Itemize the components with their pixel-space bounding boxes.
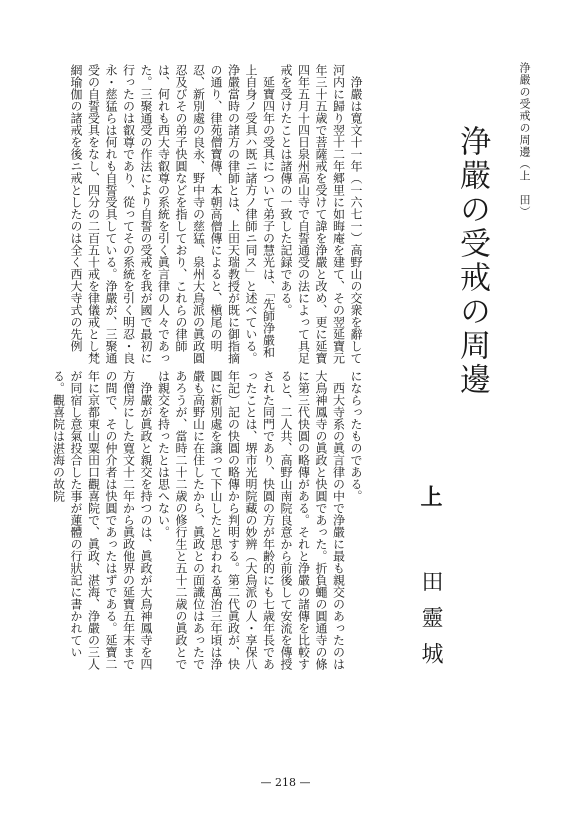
- paragraph: 延寶四年の受具について弟子の慧光は、「先師浄嚴和上自身ノ受具ハ既ニ諸方ノ律師ニ同ス」と述べている。浄嚴當時の諸方の律師とは、上田天瑞教授が既に御指摘の通り、律苑僧寶傳、本朝高僧傳によると、槇尾の明忍、新別處の良永、野中寺の慈猛、泉州大鳥派の眞政圓忍及びその弟子快圓などを指しており、これらの律師は、何れも西大寺叡尊の系統を引く眞言律の人々であった。三聚通受の作法により自誓の受戒を我が國で最初に行ったのは叡尊であり、從ってその系統を引く明忍・良永・慈猛らは何れも自誓受具している。浄嚴が、三聚通受の自誓受具をなし、四分の二百五十戒を律儀戒とし梵網瑜伽の諸戒を後ニ戒としたのは全く西大寺式の先例: [69, 64, 276, 364]
- running-header: 浄嚴の受戒の周邊（上 田）: [518, 62, 531, 218]
- author-given-name: 田靈城: [418, 570, 443, 678]
- author-surname: 上: [417, 485, 443, 507]
- paragraph: 西大寺系の眞言律の中で浄嚴に最も親交のあったのは大鳥神鳳寺の眞政と快圓であった。折負蠅の圓通寺の條に第三代快圓の略傳がある。それと浄嚴の諸傳を比較すると、二人共、高野山南院良意から前後して安流を傳授された同門であり、快圓の方が年齢的にも七歳年長であったことは、堺市光明院藏の妙辨（大鳥派の人・享保八年記）記の快圓の略傳から判明する。第二代眞政が、快圓に新別處を譲って下山したと思われる萬治三年頃は浄嚴も高野山に在住したから、眞政との面識位はあったであろうが、當時二十二歳の修行生と五十二歳の眞政とでは親交を持ったとは思へない。: [156, 370, 346, 670]
- page-number: — 218 —: [260, 776, 311, 789]
- body-text-upper: [34, 64, 364, 364]
- article-title: 浄嚴の受戒の周邊: [454, 125, 490, 397]
- paragraph: 浄嚴が眞政と親交を持つのは、眞政が大鳥神鳳寺を四方僧房にした寛文十二年から眞政他界の延寶五年末までの間で、その仲介者は快圓であったはずである。延寶二年に京都東山粟田口觀喜院で、眞政、湛海、浄嚴の三人が同宿し意氣投合した事が蓮體の行狀記に書かれている。觀喜院は湛海の故院: [51, 370, 153, 670]
- paragraph: 浄嚴は寛文十一年（一六七一）高野山の交衆を辭して河内に歸り翌十二年郷里に如晦庵を建て、その翌延寶元年三十五歳で菩薩戒を受けて諱を浄嚴と改め、更に延寶四年五月十四日泉州高山寺で自誓通受の法によって具足戒を受けたことは諸傳の一致した記録である。: [279, 64, 363, 364]
- body-text-lower: [34, 370, 364, 670]
- paragraph: にならったものである。: [349, 370, 363, 502]
